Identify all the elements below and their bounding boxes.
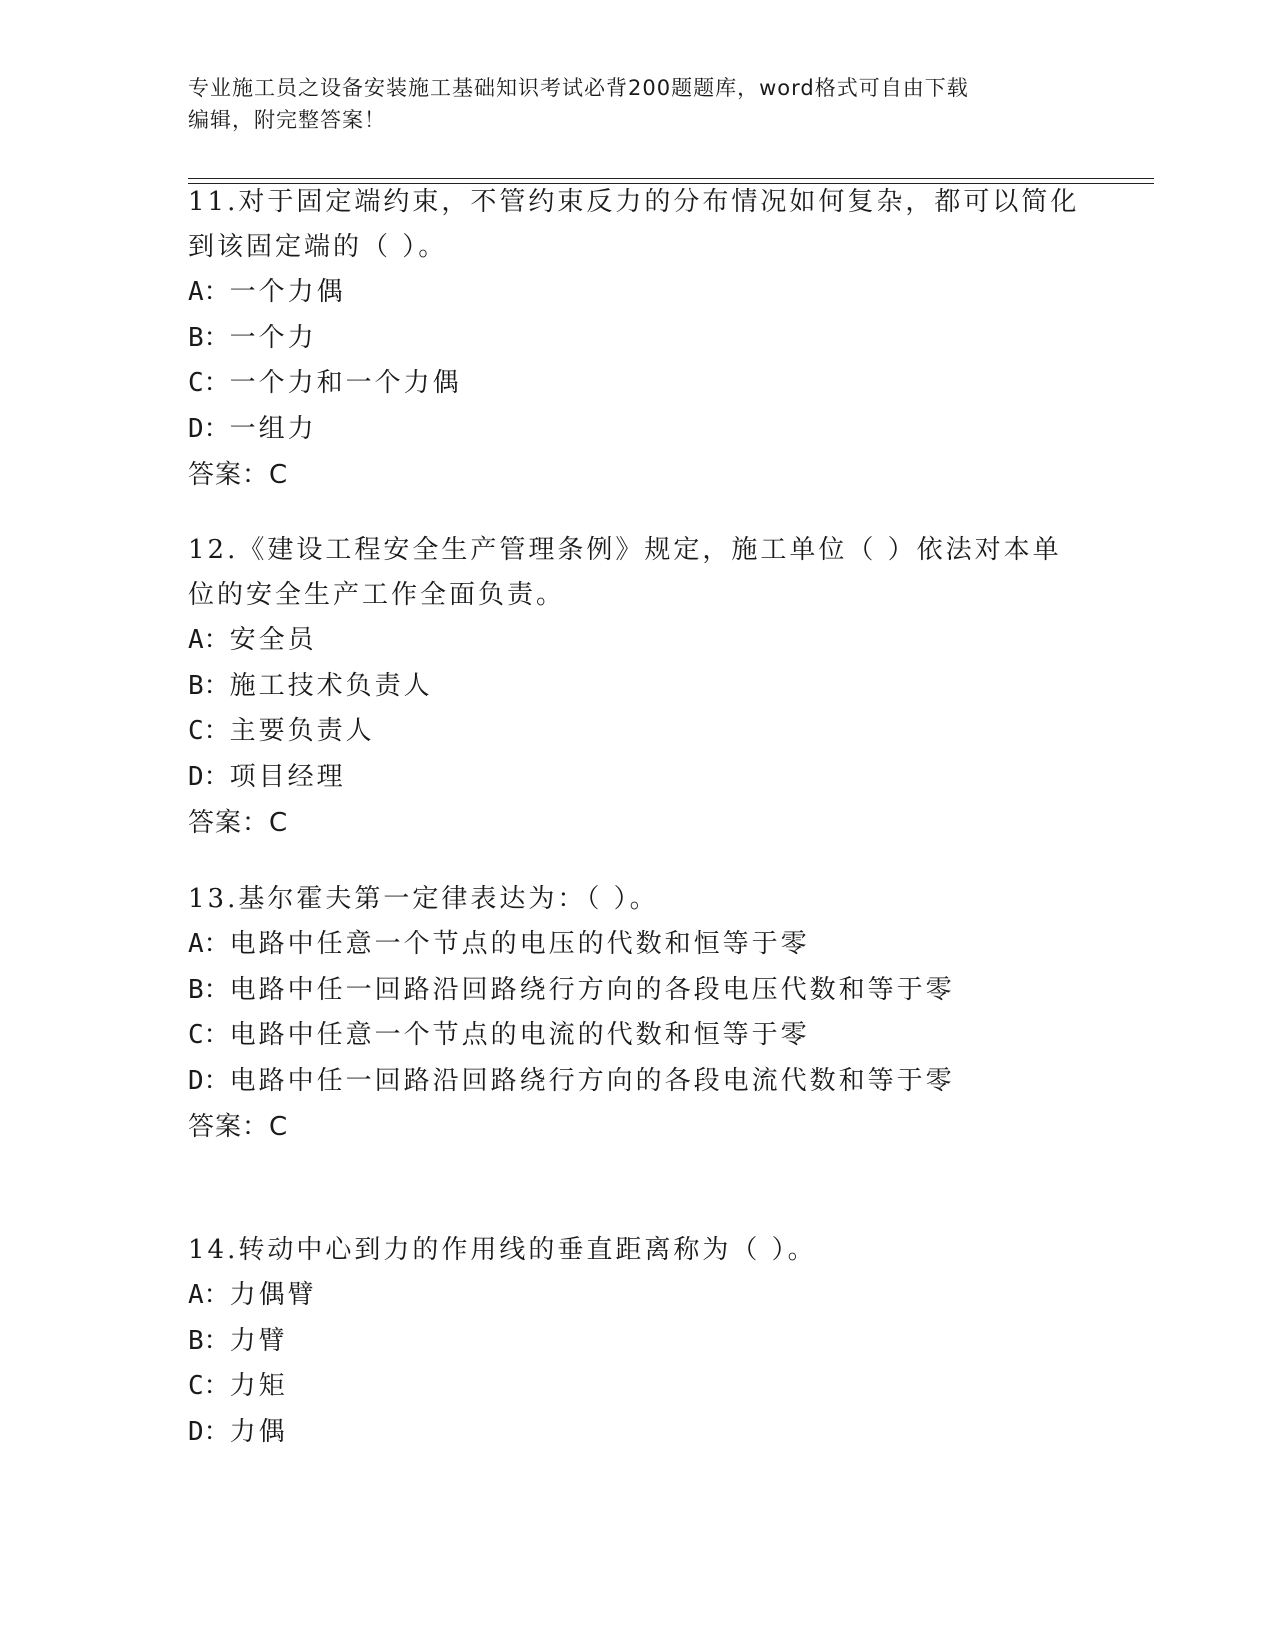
option-text: 电路中任一回路沿回路绕行方向的各段电压代数和等于零	[229, 974, 955, 1005]
option-key: A：	[188, 625, 230, 655]
option-key: A：	[188, 277, 230, 307]
option-a	[188, 618, 1088, 664]
option-d	[188, 407, 1088, 453]
question-stem-line-1: 13.基尔霍夫第一定律表达为：（ ）。	[188, 884, 659, 914]
answer: 答案：C	[188, 1112, 289, 1142]
option-key: B：	[188, 1325, 230, 1356]
option-key: D：	[188, 1065, 230, 1096]
option-b	[188, 316, 1088, 362]
option-key: C：	[188, 1020, 230, 1050]
option-c	[188, 1364, 1088, 1410]
option-key: C：	[188, 368, 230, 398]
option-a	[188, 270, 1088, 316]
option-text: 电路中任一回路沿回路绕行方向的各段电流代数和等于零	[229, 1065, 955, 1096]
question-stem-line-1: 11.对于固定端约束，不管约束反力的分布情况如何复杂，都可以简化	[188, 187, 1080, 217]
question-stem-line-1: 14.转动中心到力的作用线的垂直距离称为（ ）。	[188, 1235, 817, 1265]
option-c	[188, 709, 1088, 755]
option-c	[188, 361, 1088, 407]
option-text: 一组力	[229, 413, 317, 444]
option-key: B：	[188, 974, 230, 1005]
option-text: 力偶臂	[229, 1280, 317, 1310]
option-key: D：	[188, 761, 230, 792]
option-a	[188, 1273, 1088, 1319]
option-key: B：	[188, 670, 230, 701]
option-d	[188, 1059, 1088, 1105]
option-text: 一个力	[229, 322, 317, 353]
option-key: D：	[188, 413, 230, 444]
option-text: 主要负责人	[229, 716, 375, 746]
option-key: A：	[188, 1280, 230, 1310]
option-text: 电路中任意一个节点的电流的代数和恒等于零	[229, 1020, 810, 1050]
option-text: 电路中任意一个节点的电压的代数和恒等于零	[229, 929, 810, 959]
option-key: B：	[188, 322, 230, 353]
option-text: 力偶	[229, 1416, 288, 1447]
question-12	[188, 528, 1088, 846]
question-13	[188, 877, 1088, 1150]
option-text: 项目经理	[229, 761, 346, 792]
question-11	[188, 180, 1088, 498]
question-stem-line-2: 位的安全生产工作全面负责。	[188, 580, 566, 610]
option-d	[188, 755, 1088, 801]
option-b	[188, 968, 1088, 1014]
document-header	[188, 72, 1088, 136]
option-text: 力臂	[229, 1325, 288, 1356]
header-line-2: 编辑，附完整答案！	[188, 108, 386, 132]
option-d	[188, 1410, 1088, 1456]
option-key: C：	[188, 1371, 230, 1401]
option-text: 一个力偶	[229, 277, 346, 307]
option-c	[188, 1013, 1088, 1059]
option-key: A：	[188, 929, 230, 959]
option-text: 一个力和一个力偶	[229, 368, 462, 398]
option-b	[188, 1319, 1088, 1365]
answer: 答案：C	[188, 460, 289, 490]
option-a	[188, 922, 1088, 968]
option-b	[188, 664, 1088, 710]
option-key: C：	[188, 716, 230, 746]
answer: 答案：C	[188, 808, 289, 838]
question-stem-line-1: 12.《建设工程安全生产管理条例》规定，施工单位（ ）依法对本单	[188, 535, 1062, 565]
question-14	[188, 1228, 1088, 1455]
header-line-1: 专业施工员之设备安装施工基础知识考试必背200题题库，word格式可自由下载	[188, 76, 969, 100]
option-key: D：	[188, 1416, 230, 1447]
option-text: 安全员	[229, 625, 317, 655]
question-stem-line-2: 到该固定端的（ ）。	[188, 232, 448, 262]
option-text: 力矩	[229, 1371, 288, 1401]
option-text: 施工技术负责人	[229, 670, 433, 701]
